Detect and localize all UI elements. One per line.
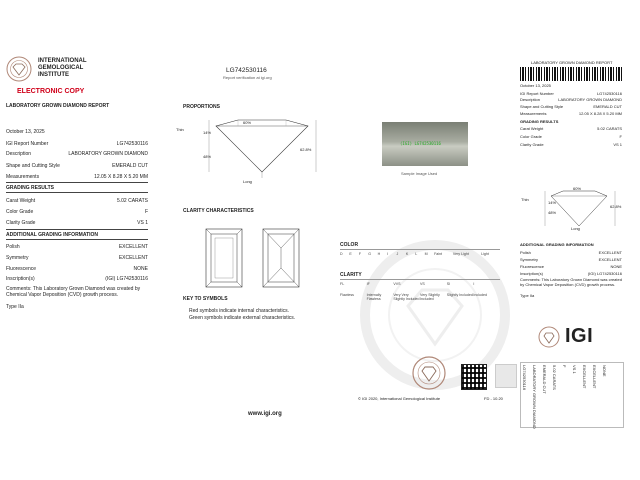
clarity-grade: SI	[446, 282, 451, 286]
right-diamond-type: Type IIa	[520, 293, 535, 298]
detail-description: Description LABORATORY GROWN DIAMOND	[6, 151, 148, 157]
clarity-characteristics-title: CLARITY CHARACTERISTICS	[183, 208, 254, 214]
grading-color: Color Grade F	[6, 209, 148, 215]
clarity-grade: IF	[366, 282, 370, 286]
clarity-scale-grades	[340, 282, 500, 286]
hologram-icon	[495, 364, 517, 388]
igi-seal-icon	[412, 356, 446, 390]
report-date: October 13, 2025	[6, 129, 45, 135]
right-comments: Comments: This Laboratory Grown Diamond was created by Chemical Vapor Deposition (CVD) growth process.	[520, 277, 622, 287]
key-to-symbols-green: Green symbols indicate external characteristics.	[189, 315, 296, 321]
right-proportions-table: 60%	[573, 186, 582, 191]
clarity-description: Included	[473, 293, 487, 297]
comments: Comments: This Laboratory Grown Diamond was created by Chemical Vapor Deposition (CVD) growth process.	[6, 286, 141, 298]
igi-logo	[538, 325, 593, 348]
report-number-heading: LG742530116	[226, 67, 267, 74]
key-to-symbols-title: KEY TO SYMBOLS	[183, 296, 228, 302]
proportions-long: Long	[243, 179, 252, 184]
qr-code-icon	[461, 364, 487, 390]
right-proportions-long: Long	[571, 226, 580, 231]
additional-fluorescence: Fluorescence NONE	[6, 266, 148, 272]
sample-caption: Sample Image Used	[401, 171, 438, 176]
color-grade: D	[340, 252, 343, 256]
clarity-description: Very Very Slightly Included	[393, 293, 420, 301]
color-grade: Light	[481, 252, 489, 256]
clarity-plot-pavilion	[262, 228, 300, 288]
rotated-shape: EMERALD CUT	[542, 365, 547, 394]
rotated-polish: EXCELLENT	[582, 365, 587, 389]
color-grade: G	[368, 252, 372, 256]
color-grade: Faint	[434, 252, 443, 256]
proportions-pavilion: 48%	[203, 154, 212, 159]
footer-copyright: © IGI 2020, International Gemological Institute	[358, 396, 441, 401]
clarity-description: Slightly Included	[446, 293, 473, 297]
rotated-description: LABORATORY GROWN DIAMOND	[532, 365, 537, 429]
clarity-grade: VS	[420, 282, 425, 286]
right-proportions-pavilion: 48%	[548, 210, 557, 215]
rotated-symmetry: EXCELLENT	[592, 365, 597, 389]
color-grade: I	[387, 252, 389, 256]
grading-clarity: Clarity Grade VS 1	[6, 220, 148, 226]
color-scale-title: COLOR	[340, 242, 359, 248]
sample-photo	[382, 122, 468, 166]
diamond-type: Type IIa	[6, 304, 24, 310]
right-grading-carat: Carat Weight 5.02 CARATS	[520, 126, 622, 131]
clarity-description: Very Slightly Included	[420, 293, 440, 301]
rotated-color: F	[562, 365, 567, 368]
proportions-thin: Thin	[176, 127, 184, 132]
right-additional-fluorescence: Fluorescence NONE	[520, 264, 622, 269]
detail-measurements: Measurements 12.05 X 8.28 X 5.20 MM	[6, 174, 148, 180]
clarity-description: Flawless	[340, 293, 354, 297]
right-report-title: LABORATORY GROWN DIAMOND REPORT	[531, 60, 613, 65]
clarity-grade: VVS	[393, 282, 401, 286]
right-detail-description: Description LABORATORY GROWN DIAMOND	[520, 97, 622, 102]
color-scale	[340, 252, 500, 256]
additional-symmetry: Symmetry EXCELLENT	[6, 255, 148, 261]
clarity-grade: FL	[340, 282, 345, 286]
grading-results-title: GRADING RESULTS	[6, 185, 54, 191]
proportions-crown: 14%	[203, 130, 212, 135]
brand-text: IGI	[565, 325, 594, 347]
right-grading-title: GRADING RESULTS	[520, 119, 559, 124]
clarity-grade: I	[473, 282, 475, 286]
proportions-depth: 62.8%	[300, 147, 312, 152]
right-proportions-depth: 62.8%	[610, 204, 622, 209]
right-proportions-thin: Thin	[521, 197, 529, 202]
barcode-icon	[520, 67, 623, 81]
footer-code: FD - 10.20	[484, 396, 503, 401]
report-title: LABORATORY GROWN DIAMOND REPORT	[6, 103, 110, 109]
right-proportions-crown: 14%	[548, 200, 557, 205]
grading-carat: Carat Weight 5.02 CARATS	[6, 198, 148, 204]
key-to-symbols-red: Red symbols indicate internal characteristics.	[189, 308, 290, 314]
additional-grading-title: ADDITIONAL GRADING INFORMATION	[6, 232, 99, 238]
color-grade: J	[396, 252, 399, 256]
color-grade: H	[377, 252, 381, 256]
clarity-plot-crown	[205, 228, 243, 288]
right-grading-color: Color Grade F	[520, 134, 622, 139]
color-grade: L	[415, 252, 418, 256]
clarity-description: Internally Flawless	[366, 293, 382, 301]
clarity-scale-title: CLARITY	[340, 272, 362, 278]
rotated-carat: 5.02 CARATS	[552, 365, 557, 390]
rotated-clarity: VS 1	[572, 365, 577, 374]
right-additional-polish: Polish EXCELLENT	[520, 250, 622, 255]
website-link[interactable]: www.igi.org	[248, 411, 282, 417]
electronic-copy-label: ELECTRONIC COPY	[17, 88, 85, 95]
color-grade: K	[405, 252, 409, 256]
rotated-report-number: LG742530116	[522, 365, 527, 391]
detail-shape: Shape and Cutting Style EMERALD CUT	[6, 163, 148, 169]
proportions-table: 60%	[243, 120, 252, 125]
clarity-scale-descriptions	[340, 293, 500, 301]
detail-report-number: IGI Report Number LG742530116	[6, 141, 148, 147]
right-grading-clarity: Clarity Grade VS 1	[520, 142, 622, 147]
rotated-fluorescence: NONE	[602, 365, 607, 377]
right-additional-symmetry: Symmetry EXCELLENT	[520, 257, 622, 262]
report-verification: Report verification at igi.org	[223, 75, 272, 80]
right-detail-report-number: IGI Report Number LG742530116	[520, 91, 622, 96]
rotated-summary-strip	[520, 362, 624, 428]
additional-inscription: Inscription(s) (IGI) LG742530116	[6, 276, 148, 282]
igi-seal-icon	[538, 326, 560, 348]
color-grade: M	[424, 252, 428, 256]
color-grade: F	[358, 252, 362, 256]
igi-seal-icon	[6, 56, 32, 82]
proportions-diagram	[176, 114, 336, 188]
color-grade: E	[349, 252, 352, 256]
right-detail-measurements: Measurements 12.05 X 8.28 X 5.20 MM	[520, 111, 622, 116]
color-grade: Very Light	[452, 252, 469, 256]
additional-polish: Polish EXCELLENT	[6, 244, 148, 250]
sample-inscription-text: (IGI) LG742530116	[400, 141, 441, 146]
right-additional-title: ADDITIONAL GRADING INFORMATION	[520, 242, 594, 247]
proportions-title: PROPORTIONS	[183, 104, 220, 110]
right-detail-shape: Shape and Cutting Style EMERALD CUT	[520, 104, 622, 109]
right-report-date: October 13, 2025	[520, 83, 551, 88]
institute-name: INTERNATIONAL GEMOLOGICAL INSTITUTE	[38, 58, 87, 78]
right-additional-inscription: Inscription(s) (IGI) LG742530116	[520, 271, 622, 276]
